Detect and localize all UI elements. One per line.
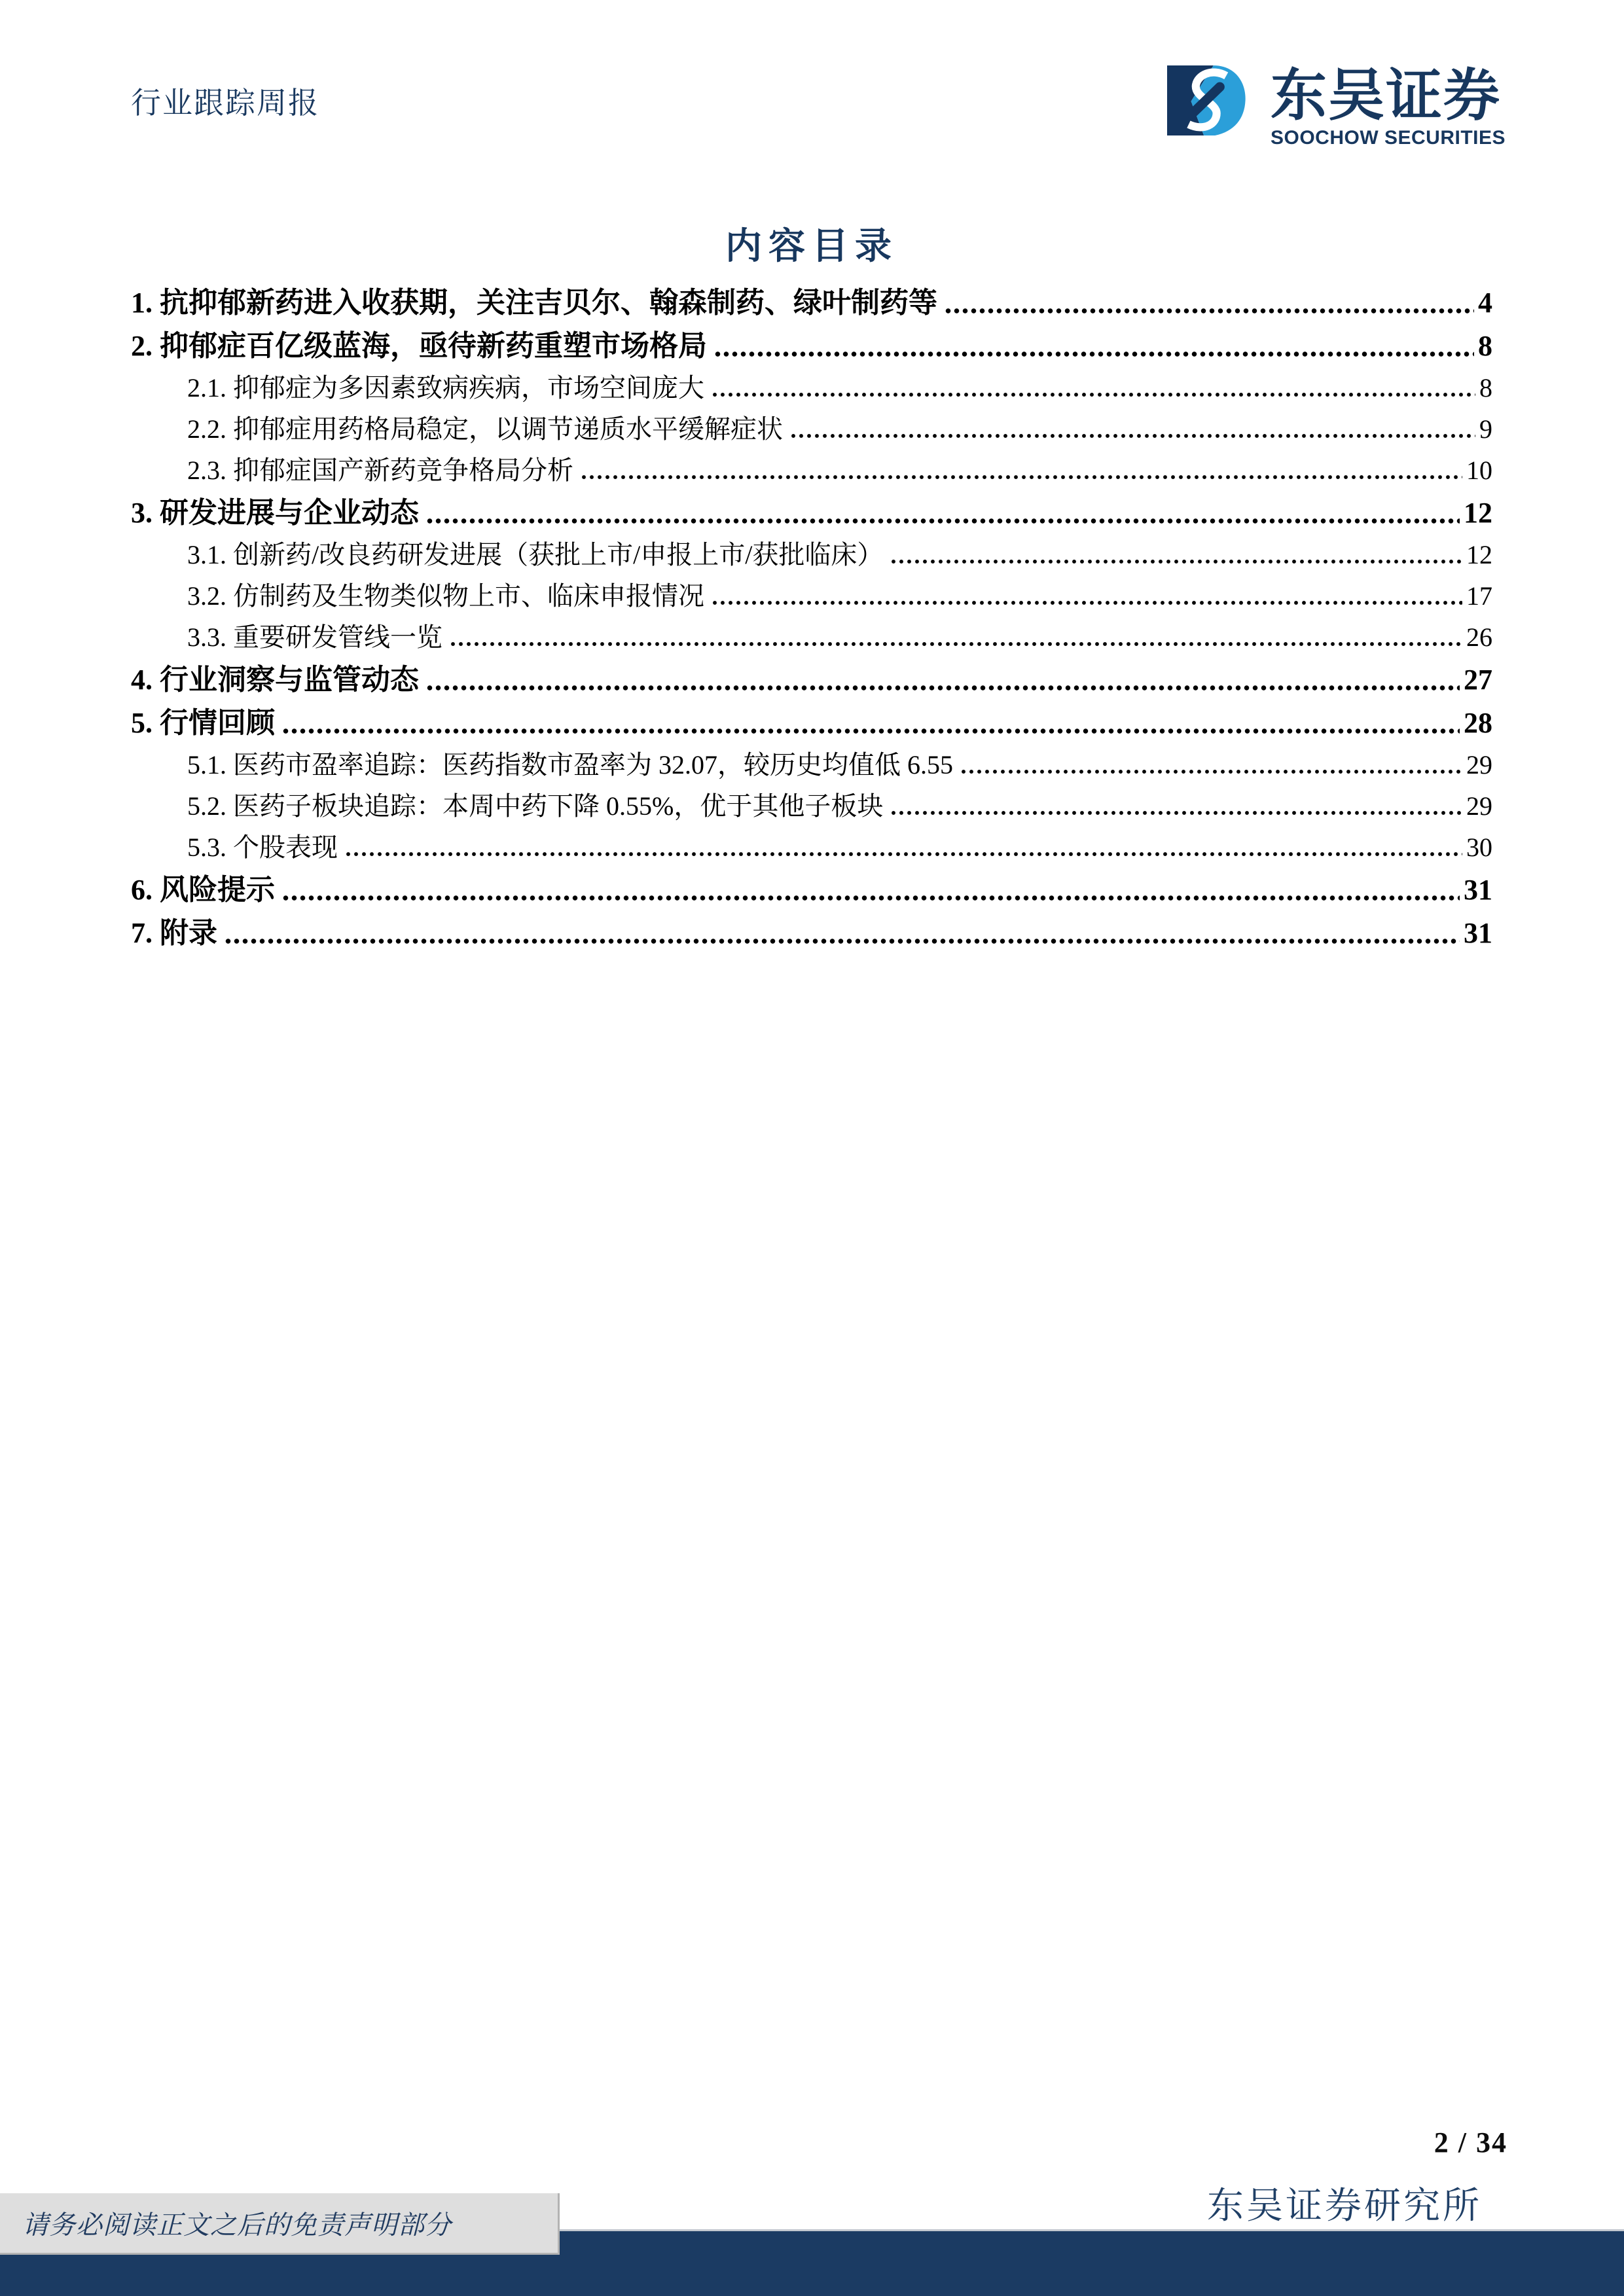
toc-item[interactable] [131, 414, 1492, 444]
toc-item-page: 28 [1464, 707, 1492, 739]
toc-item-page: 30 [1466, 833, 1492, 862]
toc-leader-dots [281, 728, 1460, 734]
toc-item-label: 3. 研发进展与企业动态 [131, 497, 419, 529]
toc-item-page: 10 [1466, 456, 1492, 485]
toc-item[interactable] [131, 497, 1492, 529]
toc-leader-dots [449, 641, 1462, 647]
page-indicator: 2 / 34 [1434, 2126, 1507, 2159]
brand-name-cn: 东吴证券 [1271, 64, 1501, 127]
company-logo [1167, 64, 1507, 149]
toc-item-label: 1. 抗抑郁新药进入收获期，关注吉贝尔、翰森制药、绿叶制药等 [131, 287, 937, 319]
toc-leader-dots [425, 685, 1460, 691]
report-type-label: 行业跟踪周报 [131, 86, 319, 120]
disclaimer-box [0, 2193, 560, 2255]
toc-item-page: 12 [1466, 540, 1492, 569]
toc-item-page: 8 [1479, 373, 1492, 403]
toc-item-label: 2.1. 抑郁症为多因素致病疾病，市场空间庞大 [187, 373, 704, 403]
toc-item-page: 29 [1466, 750, 1492, 780]
toc-item-label: 3.3. 重要研发管线一览 [187, 622, 442, 652]
toc-item-page: 9 [1479, 414, 1492, 444]
toc-item-page: 26 [1466, 622, 1492, 652]
toc-leader-dots [713, 351, 1474, 357]
toc-item-label: 2.2. 抑郁症用药格局稳定，以调节递质水平缓解症状 [187, 414, 783, 444]
toc-item[interactable] [131, 622, 1492, 653]
toc-item-page: 27 [1464, 664, 1492, 696]
toc-leader-dots [711, 391, 1475, 398]
brand-name-en: SOOCHOW SECURITIES [1271, 127, 1506, 149]
toc-item-label: 2. 抑郁症百亿级蓝海，亟待新药重塑市场格局 [131, 330, 707, 362]
toc-item[interactable] [131, 874, 1492, 906]
toc-item[interactable] [131, 791, 1492, 821]
toc-item[interactable] [131, 456, 1492, 486]
toc-item-label: 6. 风险提示 [131, 874, 275, 906]
toc-leader-dots [281, 895, 1460, 901]
soochow-logo-icon [1167, 65, 1247, 135]
research-institute-label: 东吴证券研究所 [1207, 2186, 1482, 2227]
toc-leader-dots [711, 600, 1462, 606]
toc-item-page: 4 [1478, 287, 1492, 319]
toc-item-label: 3.2. 仿制药及生物类似物上市、临床申报情况 [187, 581, 704, 611]
toc-item[interactable] [131, 917, 1492, 950]
toc-item[interactable] [131, 287, 1492, 319]
toc-item-label: 5.2. 医药子板块追踪：本周中药下降 0.55%，优于其他子板块 [187, 791, 884, 821]
toc-item[interactable] [131, 833, 1492, 863]
toc-item-label: 5. 行情回顾 [131, 707, 275, 739]
toc-item-page: 8 [1478, 330, 1492, 362]
toc-item[interactable] [131, 581, 1492, 611]
toc-leader-dots [425, 518, 1460, 524]
toc-item-label: 3.1. 创新药/改良药研发进展（获批上市/申报上市/获批临床） [187, 540, 884, 569]
toc-item[interactable] [131, 373, 1492, 403]
toc-item-label: 5.3. 个股表现 [187, 833, 338, 862]
toc-leader-dots [944, 308, 1474, 314]
toc-item-label: 7. 附录 [131, 917, 217, 949]
toc-title: 内容目录 [725, 226, 898, 267]
toc-leader-dots [960, 768, 1462, 775]
toc-item-page: 12 [1464, 497, 1492, 529]
toc-leader-dots [789, 433, 1475, 439]
toc-item-label: 5.1. 医药市盈率追踪：医药指数市盈率为 32.07，较历史均值低 6.55 [187, 750, 953, 780]
toc-item[interactable] [131, 540, 1492, 570]
toc-item[interactable] [131, 707, 1492, 740]
toc-item[interactable] [131, 750, 1492, 780]
toc-item[interactable] [131, 664, 1492, 696]
toc-item-page: 31 [1464, 917, 1492, 949]
toc-item-page: 29 [1466, 791, 1492, 821]
toc-item[interactable] [131, 330, 1492, 363]
brand-text [1271, 64, 1507, 148]
toc-leader-dots [890, 810, 1462, 816]
toc-leader-dots [224, 938, 1460, 944]
toc-list [131, 287, 1492, 960]
toc-leader-dots [344, 851, 1462, 857]
toc-item-label: 2.3. 抑郁症国产新药竞争格局分析 [187, 456, 573, 485]
toc-item-page: 31 [1464, 874, 1492, 906]
toc-item-label: 4. 行业洞察与监管动态 [131, 664, 419, 696]
toc-leader-dots [890, 558, 1462, 565]
toc-leader-dots [580, 474, 1462, 480]
toc-item-page: 17 [1466, 581, 1492, 611]
disclaimer-text: 请务必阅读正文之后的免责声明部分 [22, 2210, 452, 2240]
